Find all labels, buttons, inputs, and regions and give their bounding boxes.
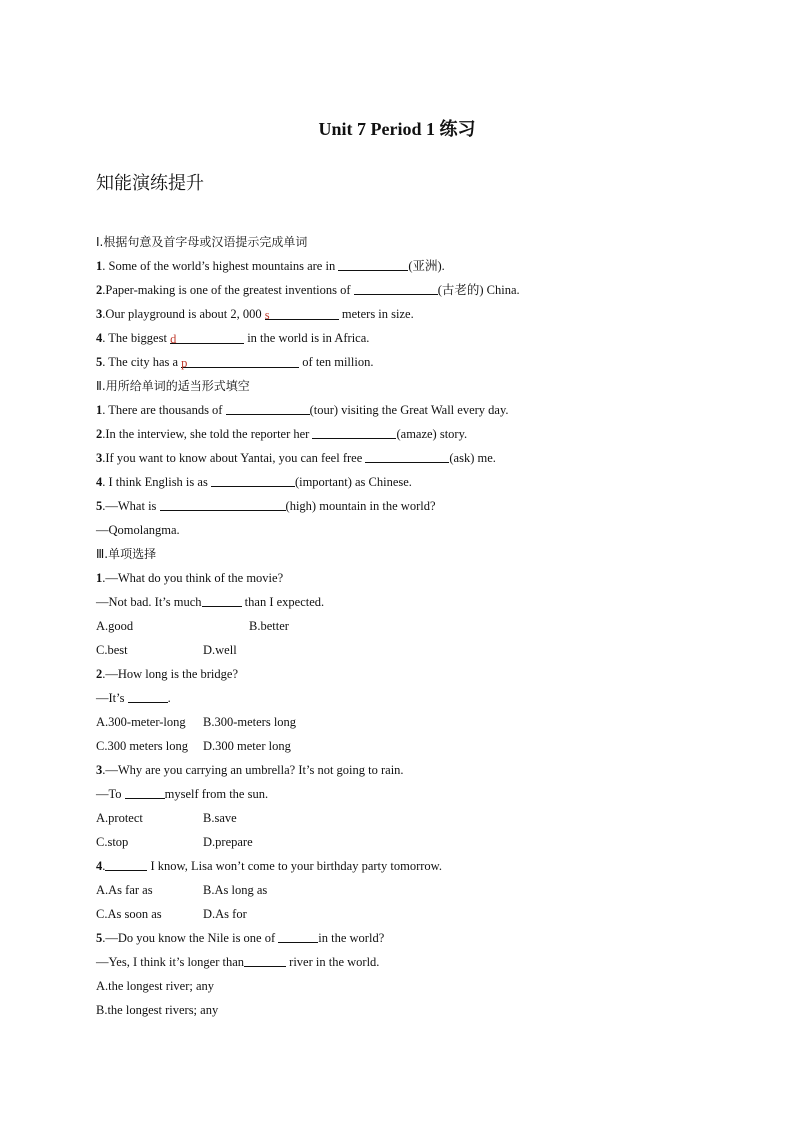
option-b[interactable]: B.300-meters long bbox=[203, 715, 297, 729]
question-text: (ask) me. bbox=[449, 451, 496, 465]
s3-question-2 bbox=[96, 666, 238, 682]
s3-question-1 bbox=[96, 570, 283, 586]
question-text: than I expected. bbox=[241, 595, 325, 609]
question-text: —Yes, I think it’s longer than bbox=[96, 955, 245, 969]
page-title: Unit 7 Period 1 练习 bbox=[318, 119, 476, 139]
question-text: (tour) visiting the Great Wall every day. bbox=[309, 403, 509, 417]
question-text: of ten million. bbox=[299, 355, 374, 369]
option-d[interactable]: D.prepare bbox=[203, 835, 253, 849]
option-b[interactable]: B.save bbox=[203, 811, 237, 825]
question-text: . There are thousands of bbox=[102, 403, 226, 417]
answer-blank[interactable] bbox=[125, 786, 165, 799]
s3-question-2-line2 bbox=[96, 690, 171, 706]
question-number: 5 bbox=[96, 931, 103, 945]
question-text: . The city has a bbox=[102, 355, 182, 369]
page-subtitle: 知能演练提升 bbox=[96, 173, 204, 194]
option-d[interactable]: D.300 meter long bbox=[203, 739, 291, 753]
s2-question-5 bbox=[96, 498, 436, 514]
answer-blank[interactable] bbox=[365, 450, 449, 463]
s3-question-5-line2 bbox=[96, 954, 379, 970]
s3-question-3 bbox=[96, 762, 404, 778]
s1-question-1 bbox=[96, 258, 445, 274]
question-number: 2 bbox=[96, 667, 103, 681]
s1-question-2 bbox=[96, 282, 520, 298]
s2-question-2 bbox=[96, 426, 467, 442]
hint-letter: d bbox=[170, 332, 177, 346]
answer-blank[interactable] bbox=[160, 498, 286, 511]
question-number: 4 bbox=[96, 475, 103, 489]
s3-question-3-line2 bbox=[96, 786, 268, 802]
question-text: . I think English is as bbox=[102, 475, 211, 489]
question-number: 5 bbox=[96, 355, 103, 369]
option-c[interactable]: C.300 meters long bbox=[96, 739, 189, 753]
question-number: 4 bbox=[96, 859, 103, 873]
question-number: 1 bbox=[96, 259, 103, 273]
option-d[interactable]: D.As for bbox=[203, 907, 247, 921]
option-b[interactable]: B.better bbox=[249, 619, 289, 633]
question-text: (important) as Chinese. bbox=[294, 475, 412, 489]
question-number: 4 bbox=[96, 331, 103, 345]
s2-question-3 bbox=[96, 450, 496, 466]
question-number: 3 bbox=[96, 307, 103, 321]
question-text: (亚洲). bbox=[408, 259, 445, 273]
answer-blank[interactable] bbox=[278, 930, 318, 943]
question-number: 1 bbox=[96, 403, 103, 417]
question-text: myself from the sun. bbox=[164, 787, 269, 801]
question-text: (high) mountain in the world? bbox=[285, 499, 436, 513]
option-a[interactable]: A.As far as bbox=[96, 883, 153, 897]
question-text: (古老的) China. bbox=[437, 283, 520, 297]
question-text: —To bbox=[96, 787, 125, 801]
option-c[interactable]: C.best bbox=[96, 643, 128, 657]
question-text: (amaze) story. bbox=[396, 427, 468, 441]
s3-question-5 bbox=[96, 930, 384, 946]
answer-blank[interactable] bbox=[312, 426, 396, 439]
question-text: . Some of the world’s highest mountains are in bbox=[102, 259, 339, 273]
option-a[interactable]: A.300-meter-long bbox=[96, 715, 186, 729]
section-3-heading: Ⅲ.单项选择 bbox=[96, 547, 157, 561]
option-a[interactable]: A.protect bbox=[96, 811, 143, 825]
question-number: 2 bbox=[96, 427, 103, 441]
question-text: in the world? bbox=[318, 931, 385, 945]
question-number: 3 bbox=[96, 451, 103, 465]
option-c[interactable]: C.stop bbox=[96, 835, 129, 849]
answer-blank[interactable] bbox=[128, 690, 168, 703]
question-text: .—What is bbox=[102, 499, 160, 513]
answer-blank[interactable] bbox=[265, 307, 339, 320]
option-b[interactable]: B.As long as bbox=[203, 883, 268, 897]
s1-question-5 bbox=[96, 354, 373, 370]
answer-blank[interactable] bbox=[181, 355, 299, 368]
section-2-heading: Ⅱ.用所给单词的适当形式填空 bbox=[96, 379, 250, 393]
question-number: 1 bbox=[96, 571, 103, 585]
question-text: .—Why are you carrying an umbrella? It’s not going to rain. bbox=[102, 763, 404, 777]
option-d[interactable]: D.well bbox=[203, 643, 237, 657]
question-number: 3 bbox=[96, 763, 103, 777]
answer-blank[interactable] bbox=[226, 402, 310, 415]
question-text: .Our playground is about 2, 000 bbox=[102, 307, 265, 321]
question-text: river in the world. bbox=[286, 955, 380, 969]
question-text: .—How long is the bridge? bbox=[102, 667, 238, 681]
s3-question-1-line2 bbox=[96, 594, 324, 610]
s3-question-4: 4. I know, Lisa won’t come to your birthday party tomorrow. bbox=[96, 859, 442, 873]
section-1-heading: Ⅰ.根据句意及首字母或汉语提示完成单词 bbox=[96, 235, 308, 249]
question-text: .—Do you know the Nile is one of bbox=[102, 931, 279, 945]
question-number: 5 bbox=[96, 499, 103, 513]
question-text: —It’s bbox=[96, 691, 128, 705]
s1-question-4 bbox=[96, 330, 369, 346]
s1-question-3 bbox=[96, 306, 414, 322]
option-a[interactable]: A.good bbox=[96, 619, 134, 633]
answer-blank[interactable] bbox=[338, 258, 408, 271]
question-text: —Not bad. It’s much bbox=[96, 595, 202, 609]
question-text: .Paper-making is one of the greatest inventions of bbox=[102, 283, 354, 297]
s2-question-4 bbox=[96, 474, 412, 490]
question-text: .If you want to know about Yantai, you can feel free bbox=[102, 451, 366, 465]
question-text: meters in size. bbox=[338, 307, 414, 321]
answer-blank[interactable] bbox=[211, 474, 295, 487]
option-b[interactable]: B.the longest rivers; any bbox=[96, 1003, 219, 1017]
hint-letter: s bbox=[264, 308, 270, 322]
option-a[interactable]: A.the longest river; any bbox=[96, 979, 215, 993]
question-text: . bbox=[167, 691, 171, 705]
answer-blank[interactable] bbox=[202, 594, 242, 607]
s2-question-1 bbox=[96, 402, 509, 418]
s2-question-5-answer: —Qomolangma. bbox=[96, 523, 180, 537]
hint-letter: p bbox=[181, 356, 188, 370]
answer-blank[interactable] bbox=[170, 331, 244, 344]
option-c[interactable]: C.As soon as bbox=[96, 907, 162, 921]
question-number: 2 bbox=[96, 283, 103, 297]
answer-blank[interactable] bbox=[354, 282, 438, 295]
question-text: .—What do you think of the movie? bbox=[102, 571, 284, 585]
question-text: I know, Lisa won’t come to your birthday party tomorrow. bbox=[147, 859, 442, 873]
question-text: . The biggest bbox=[102, 331, 171, 345]
question-text: in the world is in Africa. bbox=[244, 331, 370, 345]
answer-blank[interactable] bbox=[105, 858, 147, 871]
answer-blank[interactable] bbox=[244, 954, 286, 967]
question-text: .In the interview, she told the reporter her bbox=[102, 427, 313, 441]
